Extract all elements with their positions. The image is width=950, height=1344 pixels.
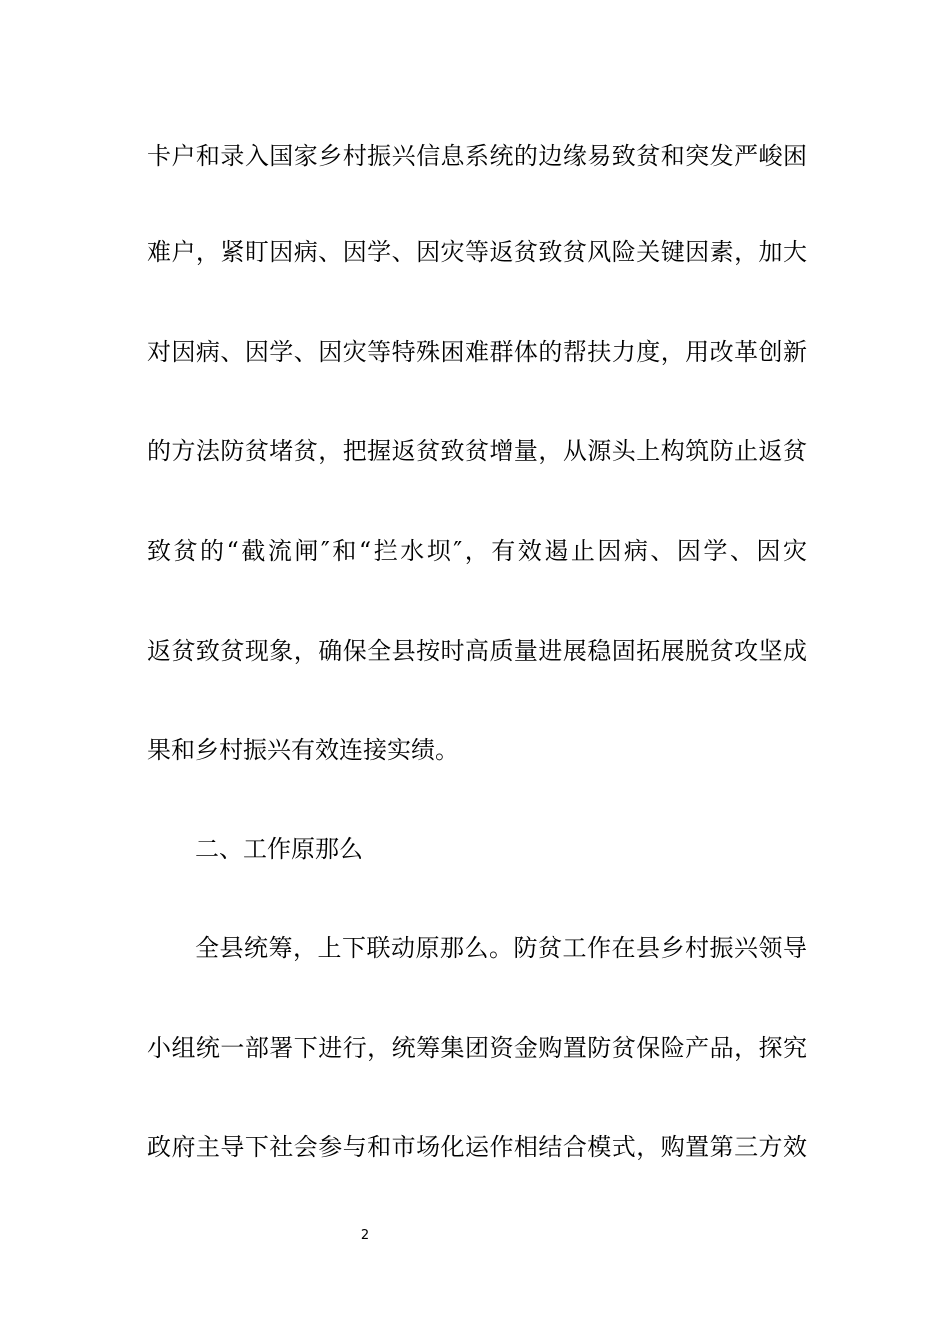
body-text-line: 致贫的“截流闸″和“拦水坝″，有效遏止因病、因学、因灾 — [147, 537, 807, 565]
body-text-line: 政府主导下社会参与和市场化运作相结合模式，购置第三方效 — [147, 1133, 807, 1161]
body-text-line: 卡户和录入国家乡村振兴信息系统的边缘易致贫和突发严峻困 — [147, 142, 807, 170]
body-text-line: 全县统筹，上下联动原那么。防贫工作在县乡村振兴领导 — [195, 934, 807, 962]
body-text-line: 小组统一部署下进行，统筹集团资金购置防贫保险产品，探究 — [147, 1034, 807, 1062]
page-number: 2 — [360, 1228, 370, 1243]
body-text-line: 对因病、因学、因灾等特殊困难群体的帮扶力度，用改革创新 — [147, 338, 807, 366]
body-text-line: 难户，紧盯因病、因学、因灾等返贫致贫风险关键因素，加大 — [147, 238, 807, 266]
body-text-line: 的方法防贫堵贫，把握返贫致贫增量，从源头上构筑防止返贫 — [147, 437, 807, 465]
body-text-line: 返贫致贫现象，确保全县按时高质量进展稳固拓展脱贫攻坚成 — [147, 637, 807, 665]
body-text-line: 果和乡村振兴有效连接实绩。 — [147, 736, 459, 764]
section-heading: 二、工作原那么 — [195, 835, 363, 863]
